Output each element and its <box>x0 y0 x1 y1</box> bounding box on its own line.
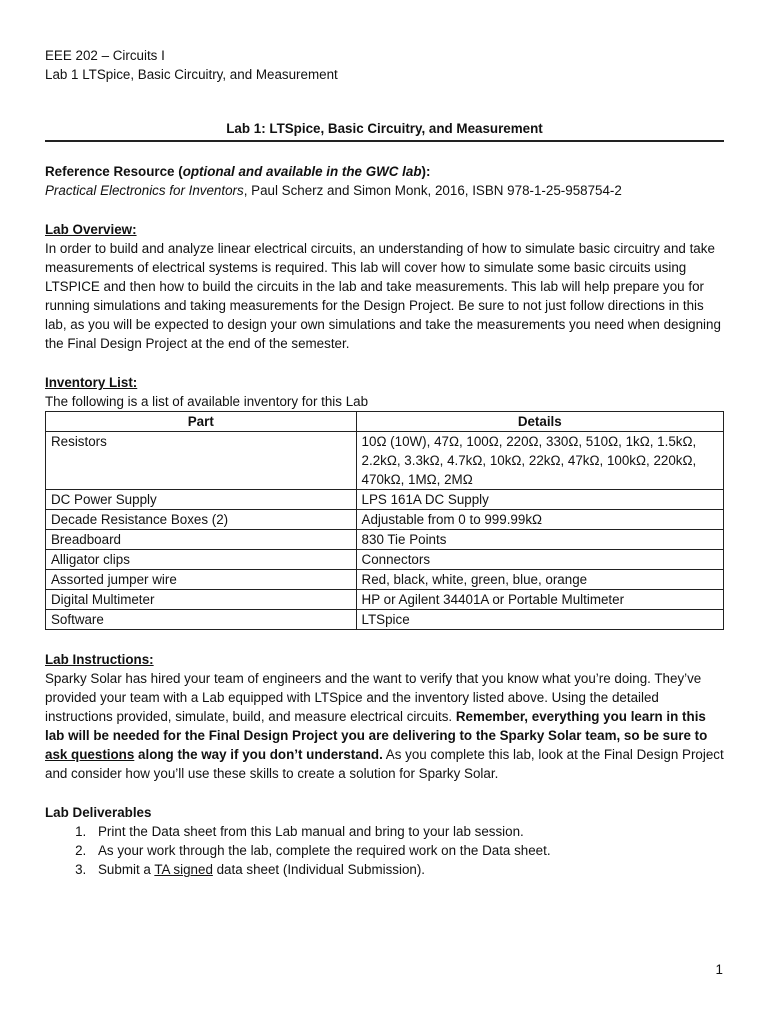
instructions-heading: Lab Instructions: <box>45 652 154 667</box>
table-row <box>46 550 724 570</box>
details-cell: Adjustable from 0 to 999.99kΩ <box>356 510 723 530</box>
reference-section <box>45 162 724 200</box>
book-title: Practical Electronics for Inventors <box>45 183 244 198</box>
inventory-heading: Inventory List: <box>45 375 138 390</box>
details-cell: 830 Tie Points <box>356 530 723 550</box>
inventory-intro: The following is a list of available inventory for this Lab <box>45 394 369 409</box>
part-cell: Assorted jumper wire <box>46 570 357 590</box>
table-row <box>46 432 724 490</box>
table-row <box>46 570 724 590</box>
part-cell: Digital Multimeter <box>46 590 357 610</box>
deliverables-section <box>45 803 724 879</box>
document-page <box>45 46 724 879</box>
reference-citation <box>45 181 724 200</box>
book-details: , Paul Scherz and Simon Monk, 2016, ISBN 978-1-25-958754-2 <box>243 183 622 198</box>
overview-text: In order to build and analyze linear electrical circuits, an understanding of how to simulate basic circuitry and take measurements of electrical systems is required. This lab will cover how to simulate some basic circuits using LTSPICE and then how to build the circuits in the lab and take measurements. This lab will help prepare you for running simulations and taking measurements for the Design Project. Be sure to not just follow directions in this lab, as you will be expected to design your own simulations and take the measurements you need when designing the Final Design Project at the end of the semester. <box>45 241 721 351</box>
inventory-section <box>45 373 724 630</box>
ask-questions-emphasis: ask questions <box>45 747 135 762</box>
deliverables-list <box>45 822 724 879</box>
part-cell: Resistors <box>46 432 357 490</box>
instructions-section <box>45 650 724 783</box>
part-cell: Breadboard <box>46 530 357 550</box>
instructions-text: Sparky Solar has hired your team of engineers and the want to verify that you know what you’re doing. They’ve provided your team with a Lab equipped with LTSpice and the inventory listed above. Using the detailed instructions provided, simulate, build, and measure electrical circuits. Remember, everything you learn in this lab will be needed for the Final Design Project you are delivering to the Sparky Solar team, so be sure to ask questions along the way if you don’t understand. As you complete this lab, look at the Final Design Project and consider how you’ll use these skills to create a solution for Sparky Solar. <box>45 671 724 781</box>
overview-section <box>45 220 724 353</box>
page-title: Lab 1: LTSpice, Basic Circuitry, and Measurement <box>45 119 724 142</box>
inventory-table <box>45 411 724 630</box>
column-header-part: Part <box>46 412 357 432</box>
details-cell: Connectors <box>356 550 723 570</box>
lab-name-header: Lab 1 LTSpice, Basic Circuitry, and Measurement <box>45 67 338 82</box>
list-item: 2. As your work through the lab, complete the required work on the Data sheet. <box>90 841 724 860</box>
table-row <box>46 590 724 610</box>
part-cell: DC Power Supply <box>46 490 357 510</box>
details-cell: LTSpice <box>356 610 723 630</box>
list-item: 1. Print the Data sheet from this Lab manual and bring to your lab session. <box>90 822 724 841</box>
table-row <box>46 610 724 630</box>
details-cell: LPS 161A DC Supply <box>356 490 723 510</box>
overview-heading: Lab Overview: <box>45 222 137 237</box>
column-header-details: Details <box>356 412 723 432</box>
table-row <box>46 510 724 530</box>
part-cell: Decade Resistance Boxes (2) <box>46 510 357 530</box>
details-cell: 10Ω (10W), 47Ω, 100Ω, 220Ω, 330Ω, 510Ω, 1kΩ, 1.5kΩ, 2.2kΩ, 3.3kΩ, 4.7kΩ, 10kΩ, 22kΩ, 47kΩ, 100kΩ, 220kΩ, 470kΩ, 1MΩ, 2MΩ <box>356 432 723 490</box>
course-header: EEE 202 – Circuits I <box>45 48 165 63</box>
table-row <box>46 490 724 510</box>
table-row <box>46 530 724 550</box>
details-cell: HP or Agilent 34401A or Portable Multimeter <box>356 590 723 610</box>
table-header-row <box>46 412 724 432</box>
page-number: 1 <box>715 962 723 977</box>
reference-label: Reference Resource (optional and available in the GWC lab): <box>45 164 431 179</box>
part-cell: Software <box>46 610 357 630</box>
deliverables-heading: Lab Deliverables <box>45 805 152 820</box>
list-item: 3. Submit a TA signed data sheet (Individual Submission). <box>90 860 724 879</box>
details-cell: Red, black, white, green, blue, orange <box>356 570 723 590</box>
part-cell: Alligator clips <box>46 550 357 570</box>
